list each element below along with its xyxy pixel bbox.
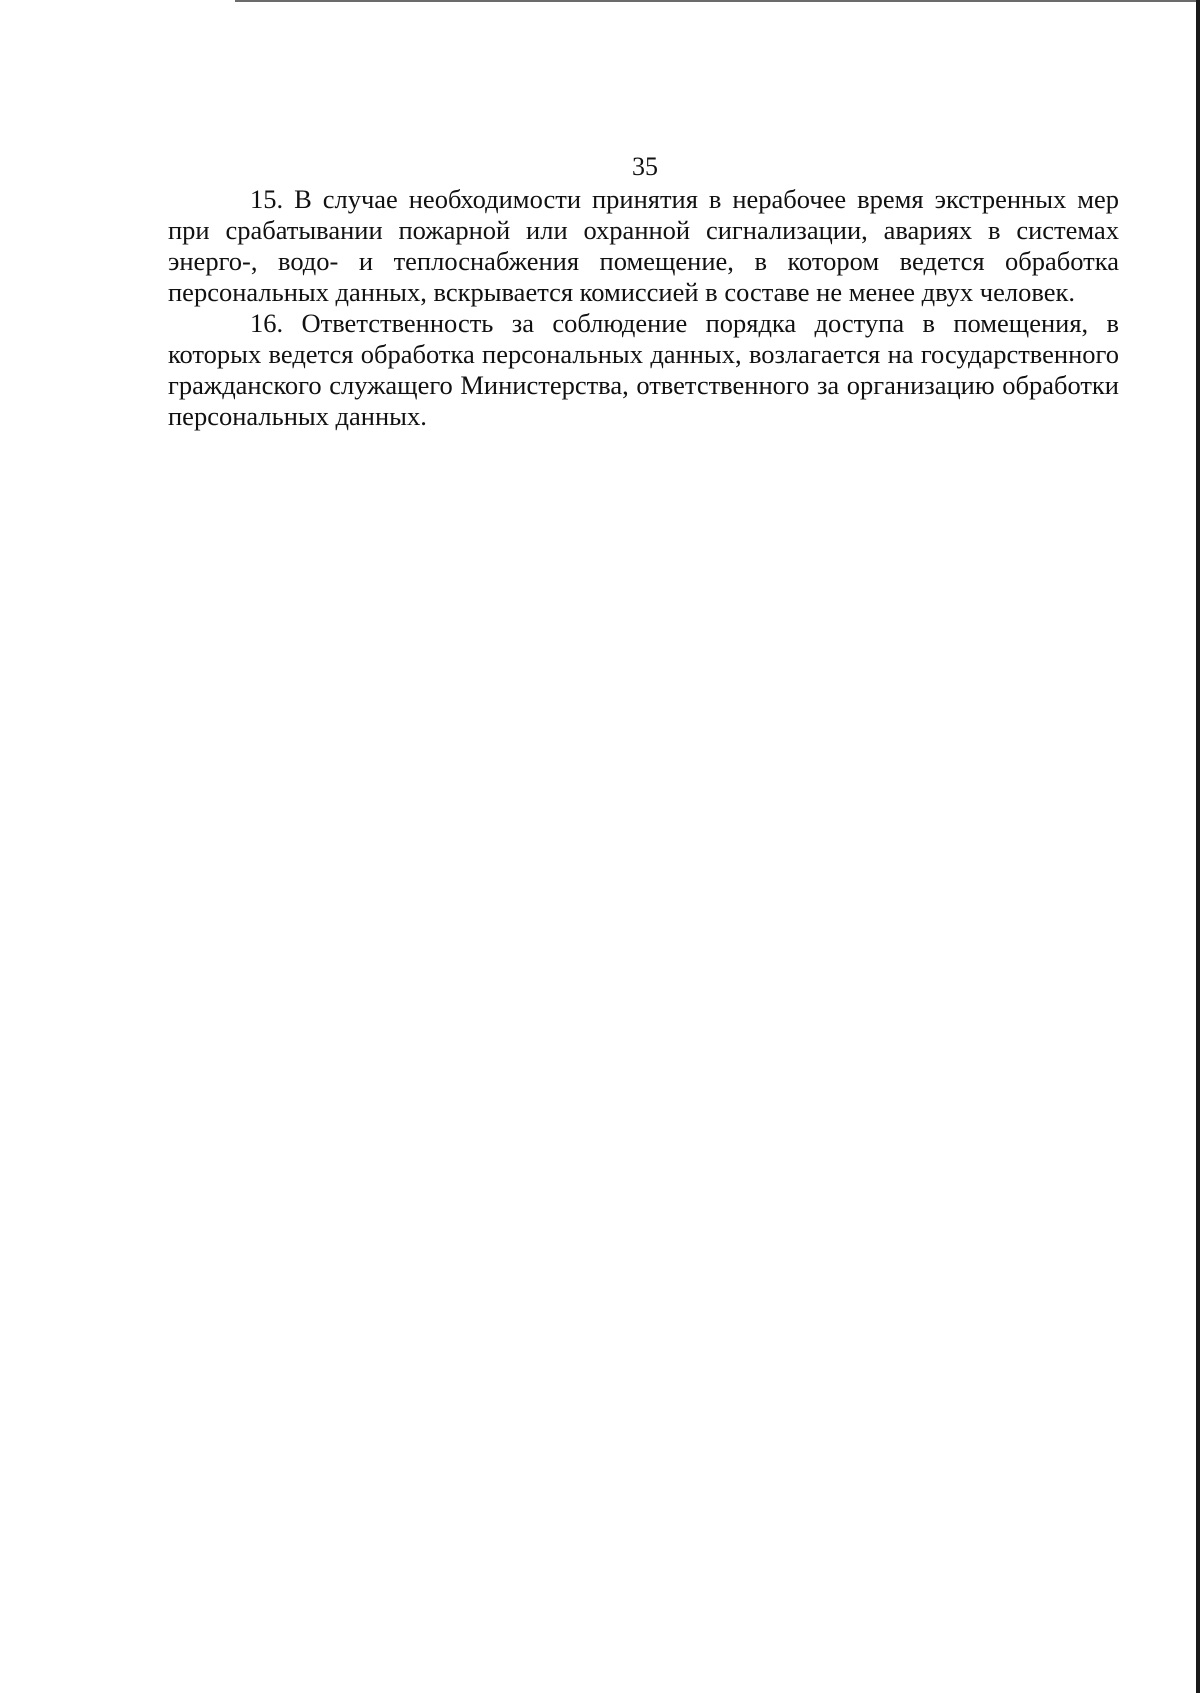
scan-right-edge	[1196, 0, 1200, 1693]
paragraph-16: 16. Ответственность за соблюдение порядка доступа в помещения, в которых ведется обработка персональных данных, возлагается на государственного гражданского служащего Министерства, ответственного за организацию обработки персональных данных.	[168, 308, 1119, 431]
page-number: 35	[632, 152, 658, 181]
paragraph-15: 15. В случае необходимости принятия в нерабочее время экстренных мер при срабатывании пожарной или охранной сигнализации, авариях в системах энерго-, водо- и теплоснабжения помещение, в котором ведется обработка персональных данных, вскрывается комиссией в составе не менее двух человек.	[168, 184, 1119, 307]
scan-top-edge	[235, 0, 1200, 2]
body-text	[168, 184, 1119, 432]
